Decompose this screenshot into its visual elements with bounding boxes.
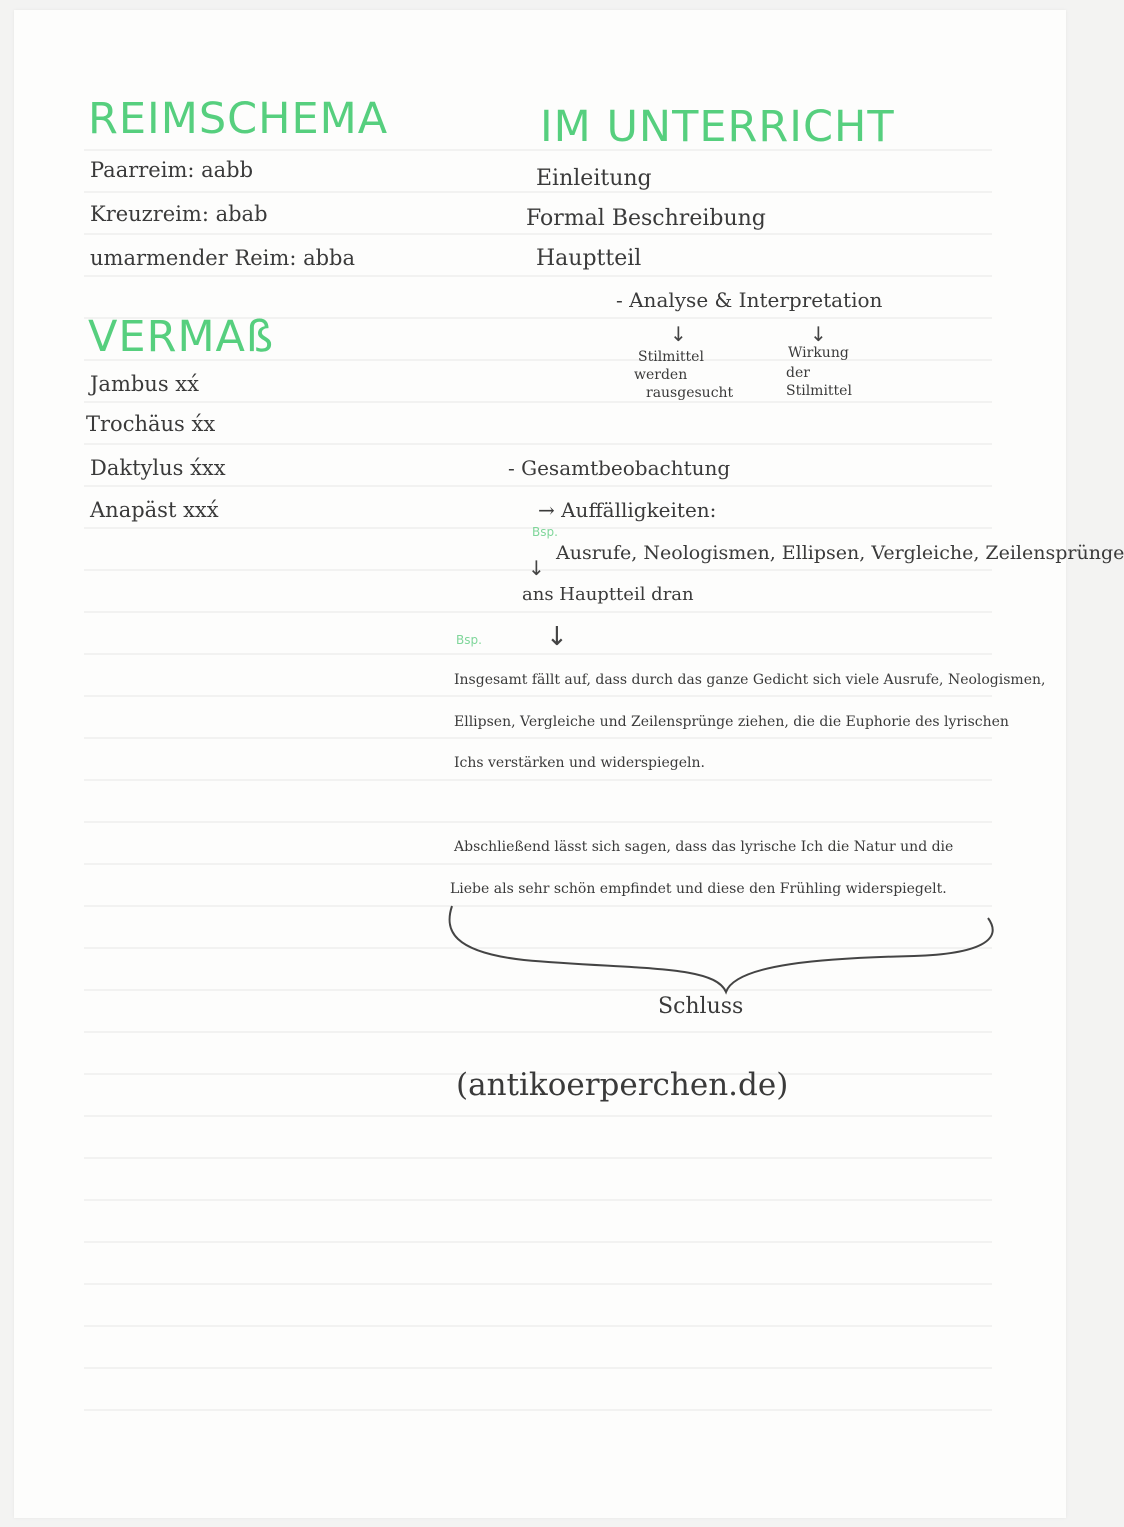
notebook-page [14,10,1124,1518]
lesson-heading: IM UNTERRICHT [540,102,895,152]
rhyme-item-umarmender: umarmender Reim: abba [90,246,355,270]
rhyme-scheme-heading: REIMSCHEMA [88,94,389,144]
striking-features: → Auffälligkeiten: [538,498,717,522]
meter-item-trochaeus: Trochäus x́x [86,412,216,436]
arrow-down-icon: ↓ [546,622,568,652]
meter-item-daktylus: Daktylus x́xx [90,456,226,480]
closing-paragraph-line-2: Liebe als sehr schön empfindet und diese den Frühling widerspiegelt. [450,881,947,897]
arrow-down-icon: ↓ [670,322,687,346]
closing-paragraph-line-1: Abschließend lässt sich sagen, dass das lyrische Ich die Natur und die [454,839,954,855]
rhyme-item-paarreim: Paarreim: aabb [90,158,254,182]
example-label-2: Bsp. [456,633,482,647]
example-paragraph-line-1: Insgesamt fällt auf, dass durch das ganze Gedicht sich viele Ausrufe, Neologismen, [454,672,1046,688]
branch-left-line-3: rausgesucht [646,385,734,401]
meter-item-anapaest: Anapäst xxx́ [90,498,219,522]
examples-list: Ausrufe, Neologismen, Ellipsen, Vergleiche, Zeilensprünge [556,542,1124,564]
branch-right-line-3: Stilmittel [786,383,852,399]
analysis-heading: - Analyse & Interpretation [616,288,883,312]
overall-observation: - Gesamtbeobachtung [508,456,731,480]
source-note: (antikoerperchen.de) [456,1067,789,1103]
conclusion-label: Schluss [658,994,744,1019]
example-paragraph-line-2: Ellipsen, Vergleiche und Zeilensprünge ziehen, die die Euphorie des lyrischen [454,714,1009,730]
intro-item-formal: Formal Beschreibung [526,206,766,231]
arrow-down-icon: ↓ [528,556,545,580]
curly-brace-icon [444,900,1004,1000]
meter-heading: VERMAß [88,312,275,362]
rhyme-item-kreuzreim: Kreuzreim: abab [90,202,268,226]
arrow-down-icon: ↓ [810,322,827,346]
intro-item-hauptteil: Hauptteil [536,246,642,271]
meter-item-jambus: Jambus xx́ [90,372,199,396]
to-main-part: ans Hauptteil dran [522,584,694,605]
intro-item-einleitung: Einleitung [536,166,652,191]
branch-left-line-1: Stilmittel [638,349,704,365]
branch-left-line-2: werden [634,367,688,383]
branch-right-line-2: der [786,365,810,381]
example-paragraph-line-3: Ichs verstärken und widerspiegeln. [454,755,705,771]
branch-right-line-1: Wirkung [788,345,849,361]
example-label-1: Bsp. [532,525,558,539]
